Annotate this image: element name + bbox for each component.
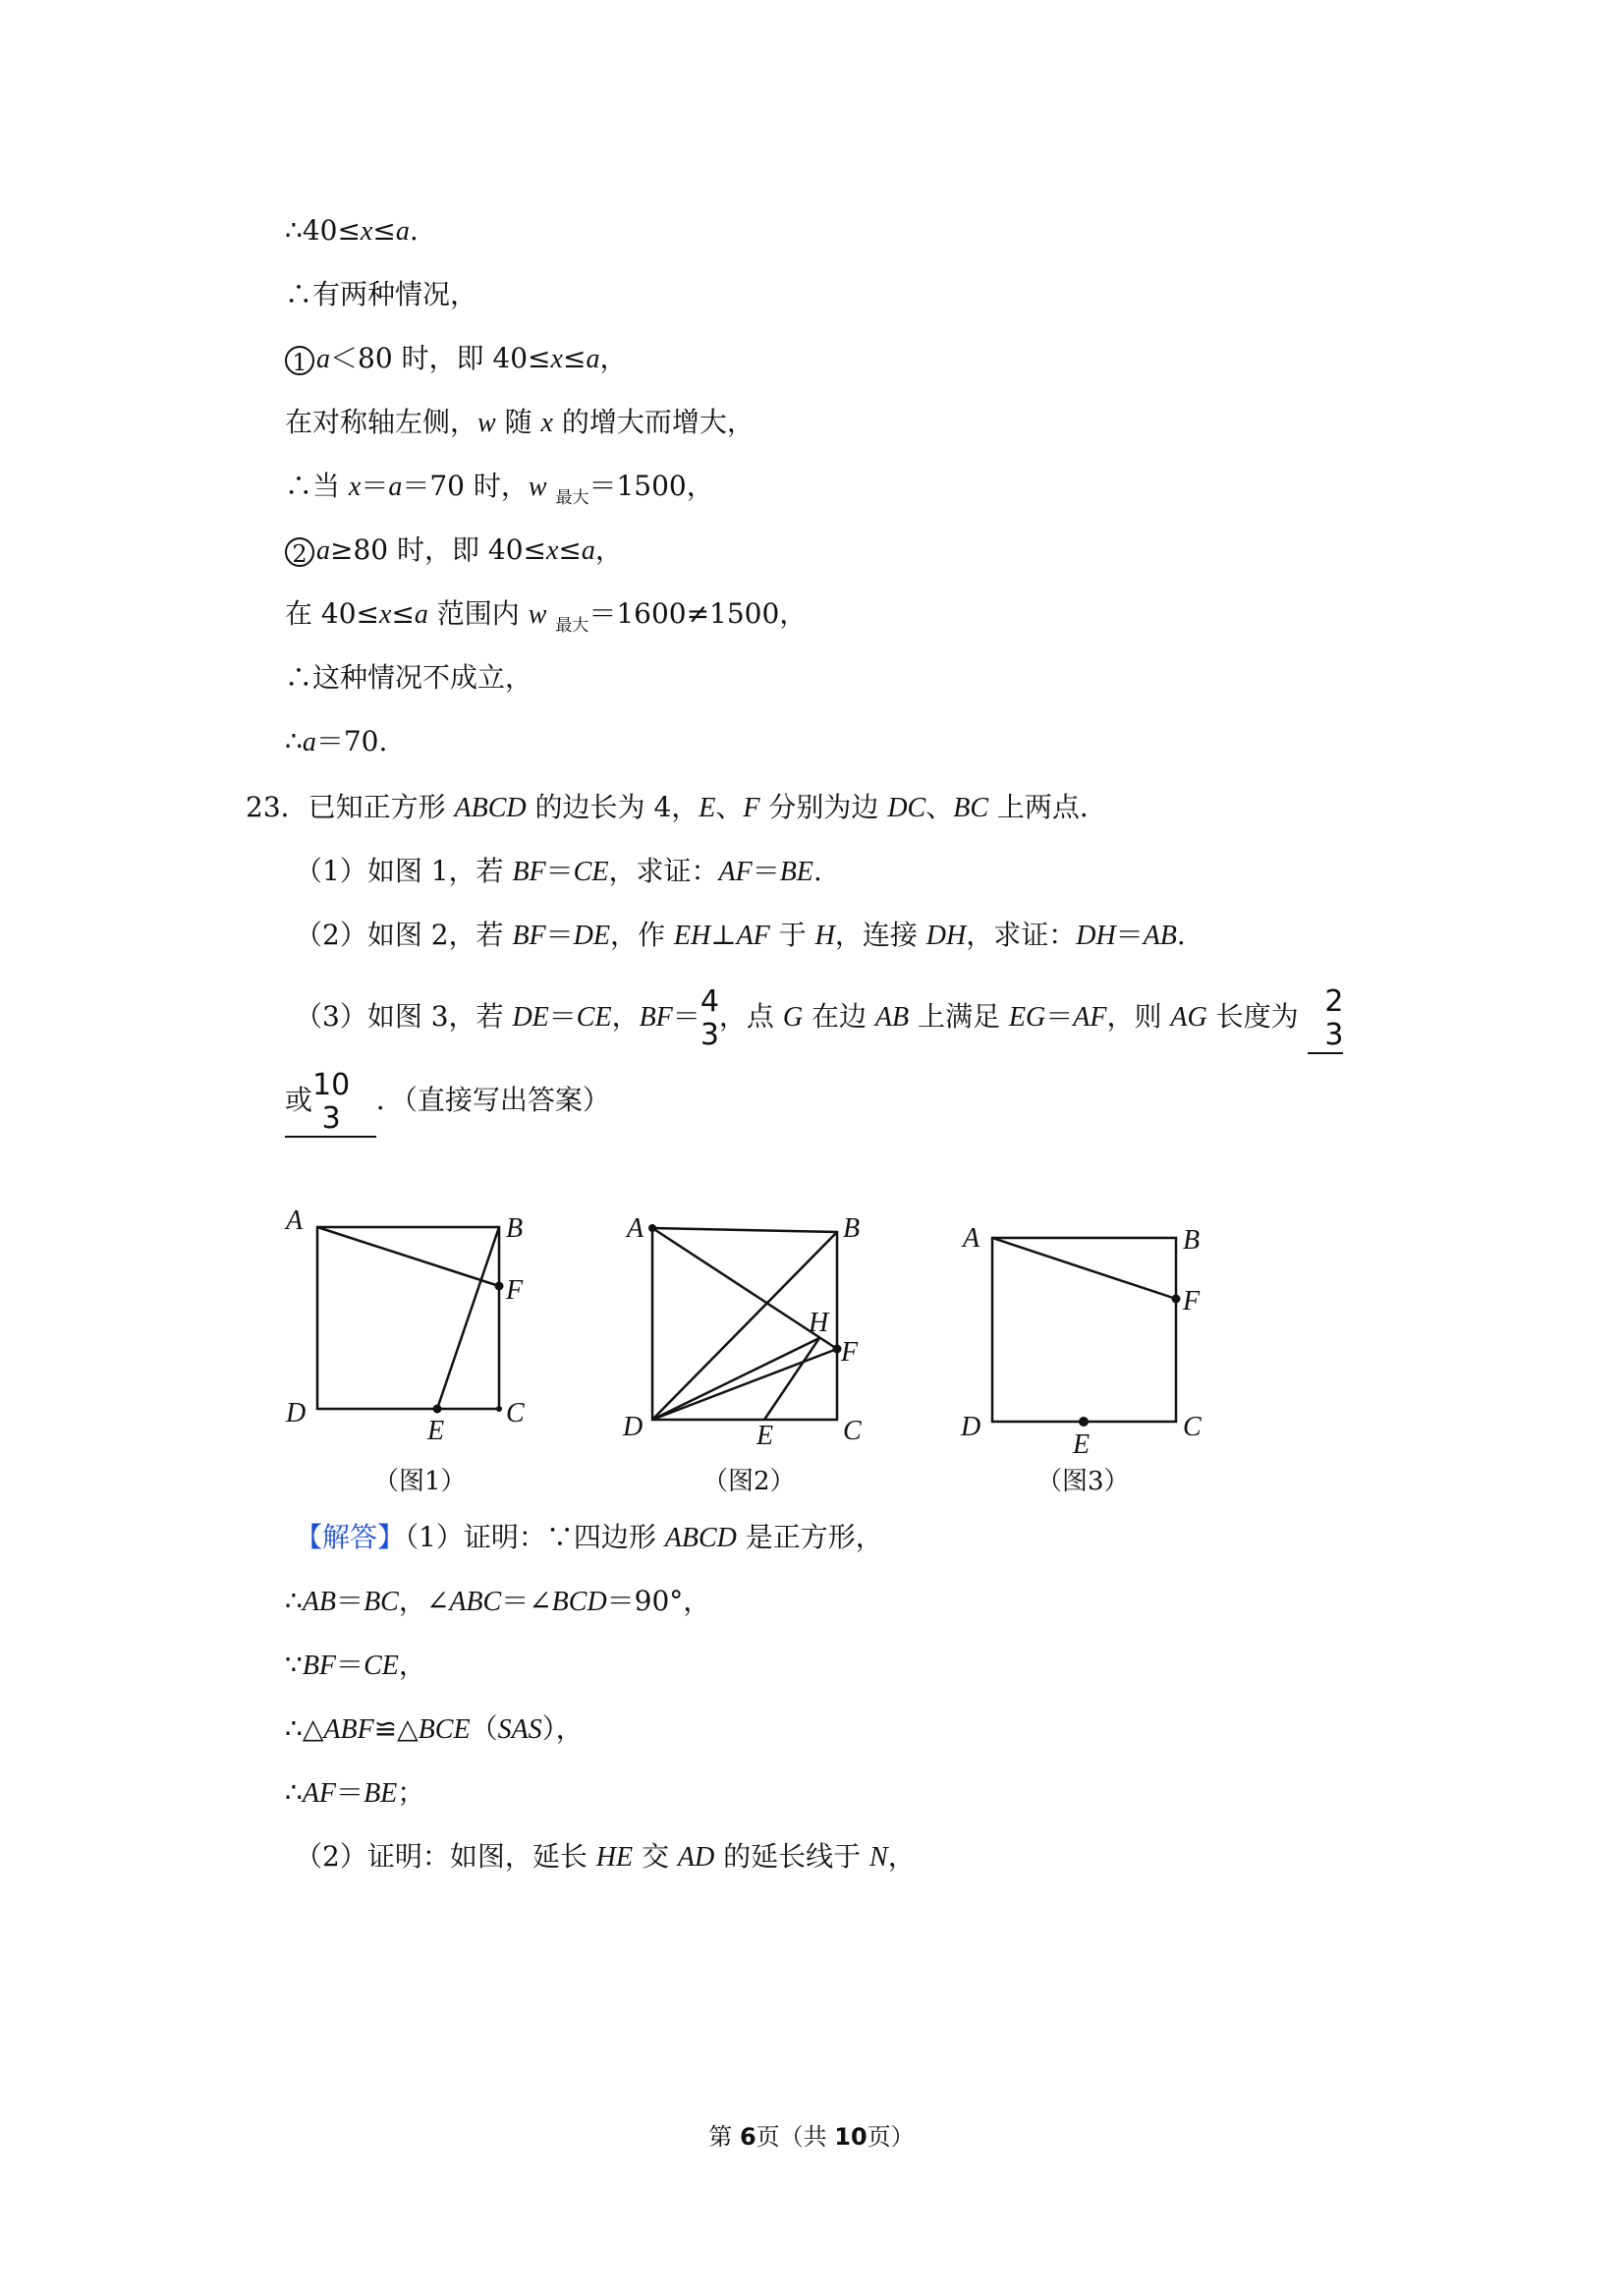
fig3-label-a: A bbox=[963, 1223, 980, 1254]
q23-stem: 23．已知正方形 ABCD 的边长为 4，E、F 分别为边 DC、BC 上两点． bbox=[246, 791, 1107, 823]
solution-line-4: 在对称轴左侧，w 随 x 的增大而增大， bbox=[285, 406, 755, 438]
solution-line-8: ∴这种情况不成立， bbox=[285, 661, 533, 694]
fig3-point-f bbox=[1172, 1295, 1181, 1304]
figure-1 bbox=[280, 1204, 545, 1449]
fig2-label-f: F bbox=[841, 1337, 859, 1368]
solution-line-5: ∴当 x＝a＝70 时，w $_{最大}$＝1500， bbox=[285, 470, 714, 508]
q23-part-3-answer: 或 10 3 ．（直接写出答案） bbox=[285, 1067, 610, 1136]
answer-fraction-2-3: 2 3 bbox=[1324, 983, 1344, 1052]
page-number: 6 bbox=[739, 2123, 756, 2151]
answer-line-4: ∴△ABF≌△BCE（SAS）， bbox=[285, 1712, 584, 1745]
fig1-square bbox=[317, 1227, 499, 1409]
fig1-line-af bbox=[317, 1227, 499, 1286]
fig3-caption: （图3） bbox=[1036, 1467, 1130, 1496]
fig1-label-d: D bbox=[286, 1398, 307, 1428]
fig1-label-a: A bbox=[286, 1205, 304, 1236]
answer-fraction-10-3: 10 3 bbox=[312, 1067, 351, 1136]
answer-line-5: ∴AF＝BE； bbox=[285, 1776, 425, 1809]
circled-number-2: 2 bbox=[285, 537, 314, 567]
q23-part-2: （2）如图 2，若 BF＝DE，作 EH⊥AF 于 H，连接 DH，求证：DH＝AB. bbox=[295, 919, 1186, 951]
fig3-label-d: D bbox=[961, 1412, 981, 1442]
figure-2 bbox=[609, 1204, 884, 1459]
solution-line-2: ∴有两种情况， bbox=[285, 278, 478, 310]
answer-blank-1 bbox=[1308, 982, 1344, 1054]
fig2-label-e: E bbox=[756, 1421, 774, 1451]
solution-line-6: 2 a≥80 时，即 40≤x≤a， bbox=[285, 533, 623, 568]
fig3-line-af bbox=[992, 1238, 1176, 1299]
fig1-label-b: B bbox=[506, 1213, 524, 1244]
fig2-label-b: B bbox=[843, 1213, 861, 1244]
q23-part-1: （1）如图 1，若 BF＝CE，求证：AF＝BE. bbox=[295, 855, 822, 887]
fig3-point-e bbox=[1079, 1417, 1089, 1427]
solution-line-3: 1 a＜80 时，即 40≤x≤a， bbox=[285, 342, 627, 376]
fig3-label-e: E bbox=[1073, 1429, 1091, 1459]
fraction-4-3: 4 3 bbox=[700, 983, 719, 1052]
fig1-label-e: E bbox=[427, 1416, 445, 1446]
fig3-label-c: C bbox=[1183, 1412, 1202, 1442]
fig2-label-c: C bbox=[843, 1416, 862, 1446]
fig1-point-e bbox=[433, 1405, 442, 1414]
fig3-square bbox=[992, 1238, 1176, 1422]
solution-line-7: 在 40≤x≤a 范围内 w $_{最大}$＝1600≠1500， bbox=[285, 597, 808, 636]
fig1-line-be bbox=[437, 1227, 499, 1409]
fig1-point-c bbox=[496, 1406, 502, 1412]
fig1-label-c: C bbox=[506, 1398, 525, 1428]
fig1-label-f: F bbox=[506, 1275, 524, 1306]
answer-line-6: （2）证明：如图，延长 HE 交 AD 的延长线于 N， bbox=[295, 1840, 916, 1873]
solution-line-1: ∴40≤x≤a. bbox=[285, 214, 419, 247]
answer-line-1: 【解答】（1）证明：∵四边形 ABCD 是正方形， bbox=[295, 1521, 883, 1553]
fig2-label-d: D bbox=[623, 1412, 644, 1442]
fig3-label-f: F bbox=[1183, 1286, 1201, 1316]
answer-tag: 【解答】 bbox=[295, 1521, 406, 1553]
answer-line-2: ∴AB＝BC，∠ABC＝∠BCD＝90°， bbox=[285, 1585, 711, 1617]
fig1-point-f bbox=[495, 1282, 504, 1291]
fig3-label-b: B bbox=[1183, 1225, 1201, 1256]
fig2-line-df bbox=[652, 1349, 837, 1420]
fig2-point-a bbox=[648, 1224, 656, 1232]
fig2-line-dh bbox=[652, 1338, 819, 1420]
fig2-label-h: H bbox=[809, 1308, 829, 1338]
circled-number-1: 1 bbox=[285, 346, 314, 375]
solution-line-9: ∴a＝70. bbox=[285, 725, 388, 757]
page-footer: 第 6页（共 10页） bbox=[708, 2123, 915, 2151]
answer-line-3: ∵BF＝CE， bbox=[285, 1649, 426, 1681]
fig2-caption: （图2） bbox=[702, 1467, 796, 1496]
page-total: 10 bbox=[834, 2123, 867, 2151]
fig2-label-a: A bbox=[627, 1213, 644, 1244]
fig1-caption: （图1） bbox=[373, 1467, 467, 1496]
q23-part-3: （3）如图 3，若 DE＝CE，BF＝ 4 3 ，点 G 在边 AB 上满足 EG＝AF，则 AG 长度为 2 3 bbox=[295, 983, 1344, 1052]
answer-blank-2: 或 10 3 bbox=[285, 1066, 376, 1138]
figure-3 bbox=[943, 1204, 1218, 1459]
